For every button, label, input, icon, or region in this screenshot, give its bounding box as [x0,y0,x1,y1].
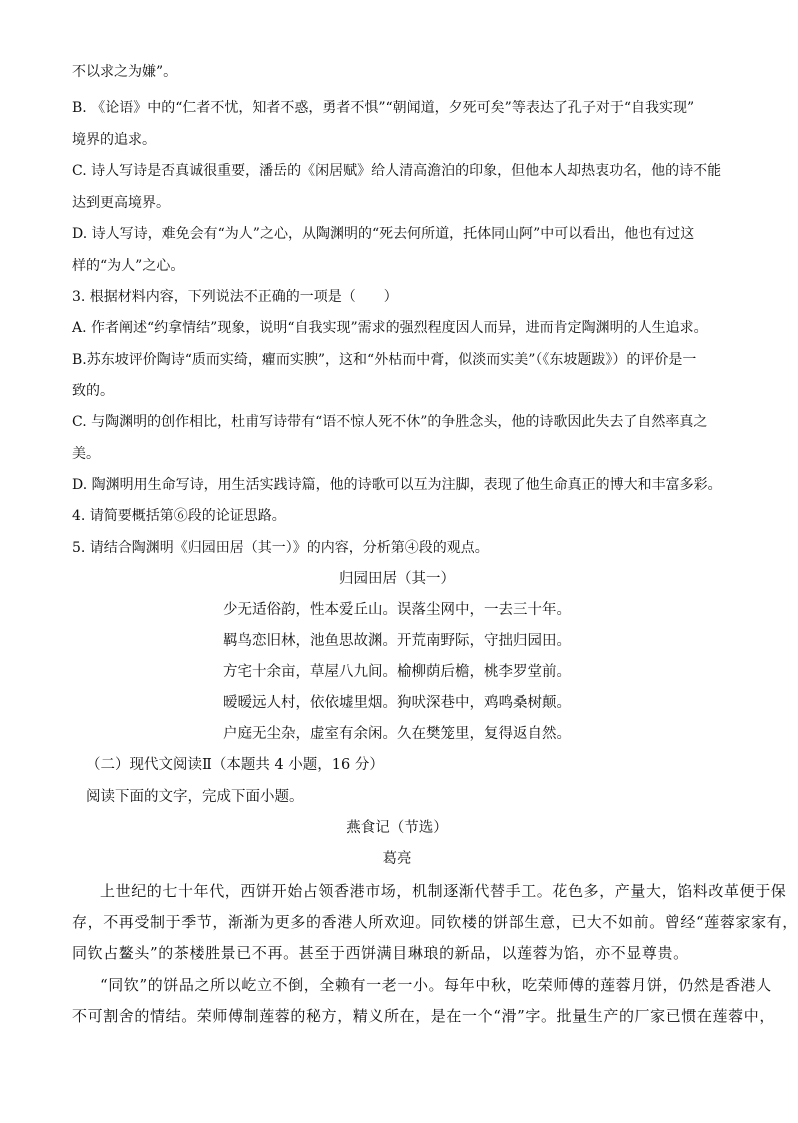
article-paragraph-line: 存，不再受制于季节，渐渐为更多的香港人所欢迎。同钦楼的饼部生意，已大不如前。曾经“莲蓉家家有， [72,913,798,931]
poem-title: 归园田居（其一） [339,571,455,587]
q3-option-b: B.苏东坡评价陶诗“质而实绮，癯而实腴”，这和“外枯而中膏，似淡而实美”（《东坡题跋》）的评价是一 [72,352,697,368]
option-d: D. 诗人写诗，难免会有“为人”之心，从陶渊明的“死去何所道，托体同山阿”中可以看出，他也有过这 [72,226,695,242]
poem-line: 羁鸟恋旧林，池鱼思故渊。开荒南野际，守拙归园田。 [223,633,571,649]
poem-line: 户庭无尘杂，虚室有余闲。久在樊笼里，复得返自然。 [223,726,571,742]
option-c: C. 诗人写诗是否真诚很重要，潘岳的《闲居赋》给人清高澹泊的印象，但他本人却热衷功名，他的诗不能 [72,163,722,179]
option-c-continuation: 达到更高境界。 [72,195,170,211]
option-a-continuation: 不以求之为嫌”。 [72,64,178,80]
poem-line: 少无适俗韵，性本爱丘山。误落尘网中，一去三十年。 [223,602,571,618]
option-b-continuation: 境界的追求。 [72,132,156,148]
question-4: 4. 请简要概括第⑥段的论证思路。 [72,508,286,524]
question-3: 3. 根据材料内容，下列说法不正确的一项是（ ） [72,289,398,305]
q3-option-b-continuation: 致的。 [72,383,114,399]
option-b: B. 《论语》中的“仁者不忧，知者不惑，勇者不惧”“朝闻道，夕死可矣”等表达了孔子对于“自我实现” [72,100,695,116]
section-instruction: 阅读下面的文字，完成下面小题。 [86,789,304,805]
article-title: 燕食记（节选） [346,820,448,836]
question-5: 5. 请结合陶渊明《归园田居（其一）》的内容，分析第④段的观点。 [72,540,489,556]
article-paragraph-line: 同钦占鳌头”的茶楼胜景已不再。甚至于西饼满目琳琅的新品，以莲蓉为馅，亦不显尊贵。 [72,944,689,962]
section-heading: （二）现代文阅读Ⅱ（本题共 4 小题，16 分） [86,757,384,773]
q3-option-a: A. 作者阐述“约拿情结”现象，说明“自我实现”需求的强烈程度因人而异，进而肯定陶渊明的人生追求。 [72,320,708,336]
poem-line: 暧暧远人村，依依墟里烟。狗吠深巷中，鸡鸣桑树颠。 [223,695,571,711]
q3-option-c-continuation: 美。 [72,446,100,462]
article-paragraph-line: 不可割舍的情结。荣师傅制莲蓉的秘方，精义所在，是在一个“滑”字。批量生产的厂家已惯在莲蓉中， [72,1007,775,1025]
q3-option-d: D. 陶渊明用生命写诗，用生活实践诗篇，他的诗歌可以互为注脚，表现了他生命真正的博大和丰富多彩。 [72,477,722,493]
article-paragraph-line: 上世纪的七十年代，西饼开始占领香港市场，机制逐渐代替手工。花色多，产量大，馅料改革便于保 [100,882,787,900]
poem-line: 方宅十余亩，草屋八九间。榆柳荫后檐，桃李罗堂前。 [223,664,571,680]
option-d-continuation: 样的“为人”之心。 [72,258,185,274]
article-author: 葛亮 [382,851,412,867]
article-paragraph-line: “同钦”的饼品之所以屹立不倒，全赖有一老一小。每年中秋，吃荣师傅的莲蓉月饼，仍然是香港人 [100,976,772,994]
q3-option-c: C. 与陶渊明的创作相比，杜甫写诗带有“语不惊人死不休”的争胜念头，他的诗歌因此失去了自然率真之 [72,414,708,430]
